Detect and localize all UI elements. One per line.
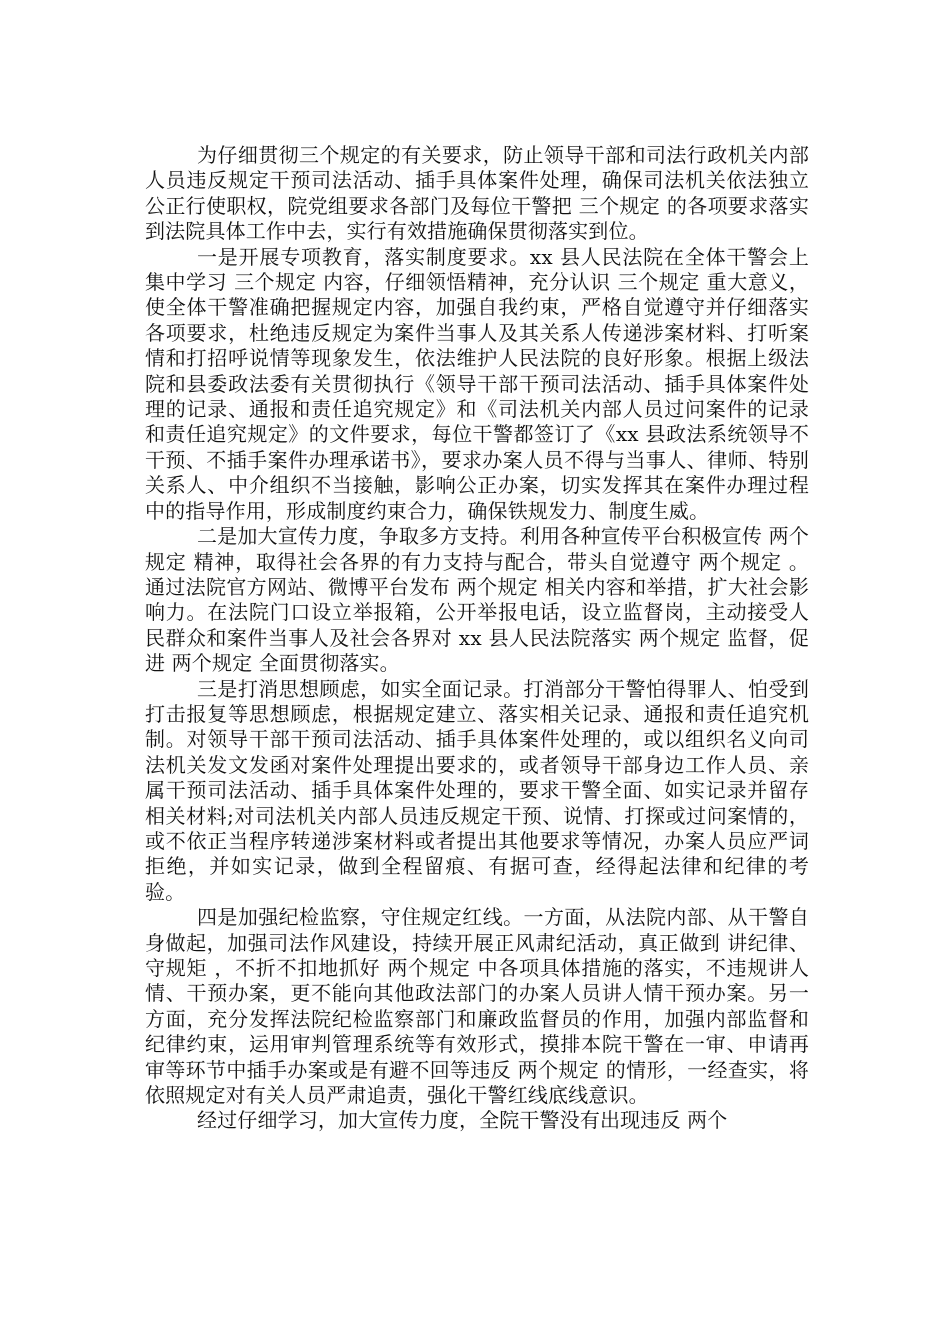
paragraph-intro: 为仔细贯彻三个规定的有关要求，防止领导干部和司法行政机关内部人员违反规定干预司法活动、插手具体案件处理，确保司法机关依法独立公正行使职权，院党组要求各部门及每位干警把 三个规定 的各项要求落实到法院具体工作中去，实行有效措施确保贯彻落实到位。 — [145, 143, 809, 244]
document-body — [145, 143, 809, 1134]
paragraph-conclusion: 经过仔细学习，加大宣传力度，全院干警没有出现违反 两个 — [197, 1108, 728, 1133]
paragraph-recording: 三是打消思想顾虑，如实全面记录。打消部分干警怕得罪人、怕受到打击报复等思想顾虑，根据规定建立、落实相关记录、通报和责任追究机制。对领导干部干预司法活动、插手具体案件处理的，或以组织名义向司法机关发文发函对案件处理提出要求的，或者领导干部身边工作人员、亲属干预司法活动、插手具体案件处理的，要求干警全面、如实记录并留存相关材料;对司法机关内部人员违反规定干预、说情、打探或过问案情的，或不依正当程序转递涉案材料或者提出其他要求等情况，办案人员应严词拒绝，并如实记录，做到全程留痕、有据可查，经得起法律和纪律的考验。 — [145, 676, 809, 904]
paragraph-publicity: 二是加大宣传力度，争取多方支持。利用各种宣传平台积极宣传 两个规定 精神，取得社会各界的有力支持与配合，带头自觉遵守 两个规定 。通过法院官方网站、微博平台发布 两个规定 相关内容和举措，扩大社会影响力。在法院门口设立举报箱，公开举报电话，设立监督岗，主动接受人民群众和案件当事人及社会各界对 xx 县人民法院落实 两个规定 监督，促进 两个规定 全面贯彻落实。 — [145, 524, 809, 676]
paragraph-education: 一是开展专项教育，落实制度要求。xx 县人民法院在全体干警会上集中学习 三个规定 内容，仔细领悟精神，充分认识 三个规定 重大意义，使全体干警准确把握规定内容，加强自我约束，严格自觉遵守并仔细落实各项要求，杜绝违反规定为案件当事人及其关系人传递涉案材料、打听案情和打招呼说情等现象发生，依法维护人民法院的良好形象。根据上级法院和县委政法委有关贯彻执行《领导干部干预司法活动、插手具体案件处理的记录、通报和责任追究规定》和《司法机关内部人员过问案件的记录和责任追究规定》的文件要求，每位干警都签订了《xx 县政法系统领导不干预、不插手案件办理承诺书》，要求办案人员不得与当事人、律师、特别关系人、中介组织不当接触，影响公正办案，切实发挥其在案件办理过程中的指导作用，形成制度约束合力，确保铁规发力、制度生威。 — [145, 244, 809, 523]
paragraph-supervision: 四是加强纪检监察，守住规定红线。一方面，从法院内部、从干警自身做起，加强司法作风建设，持续开展正风肃纪活动，真正做到 讲纪律、守规矩 ，不折不扣地抓好 两个规定 中各项具体措施的落实，不违规讲人情、干预办案，更不能向其他政法部门的办案人员讲人情干预办案。另一方面，充分发挥法院纪检监察部门和廉政监督员的作用，加强内部监督和纪律约束，运用审判管理系统等有效形式，摸排本院干警在一审、申请再审等环节中插手办案或是有避不回等违反 两个规定 的情形，一经查实，将依照规定对有关人员严肃追责，强化干警红线底线意识。 — [145, 905, 809, 1108]
